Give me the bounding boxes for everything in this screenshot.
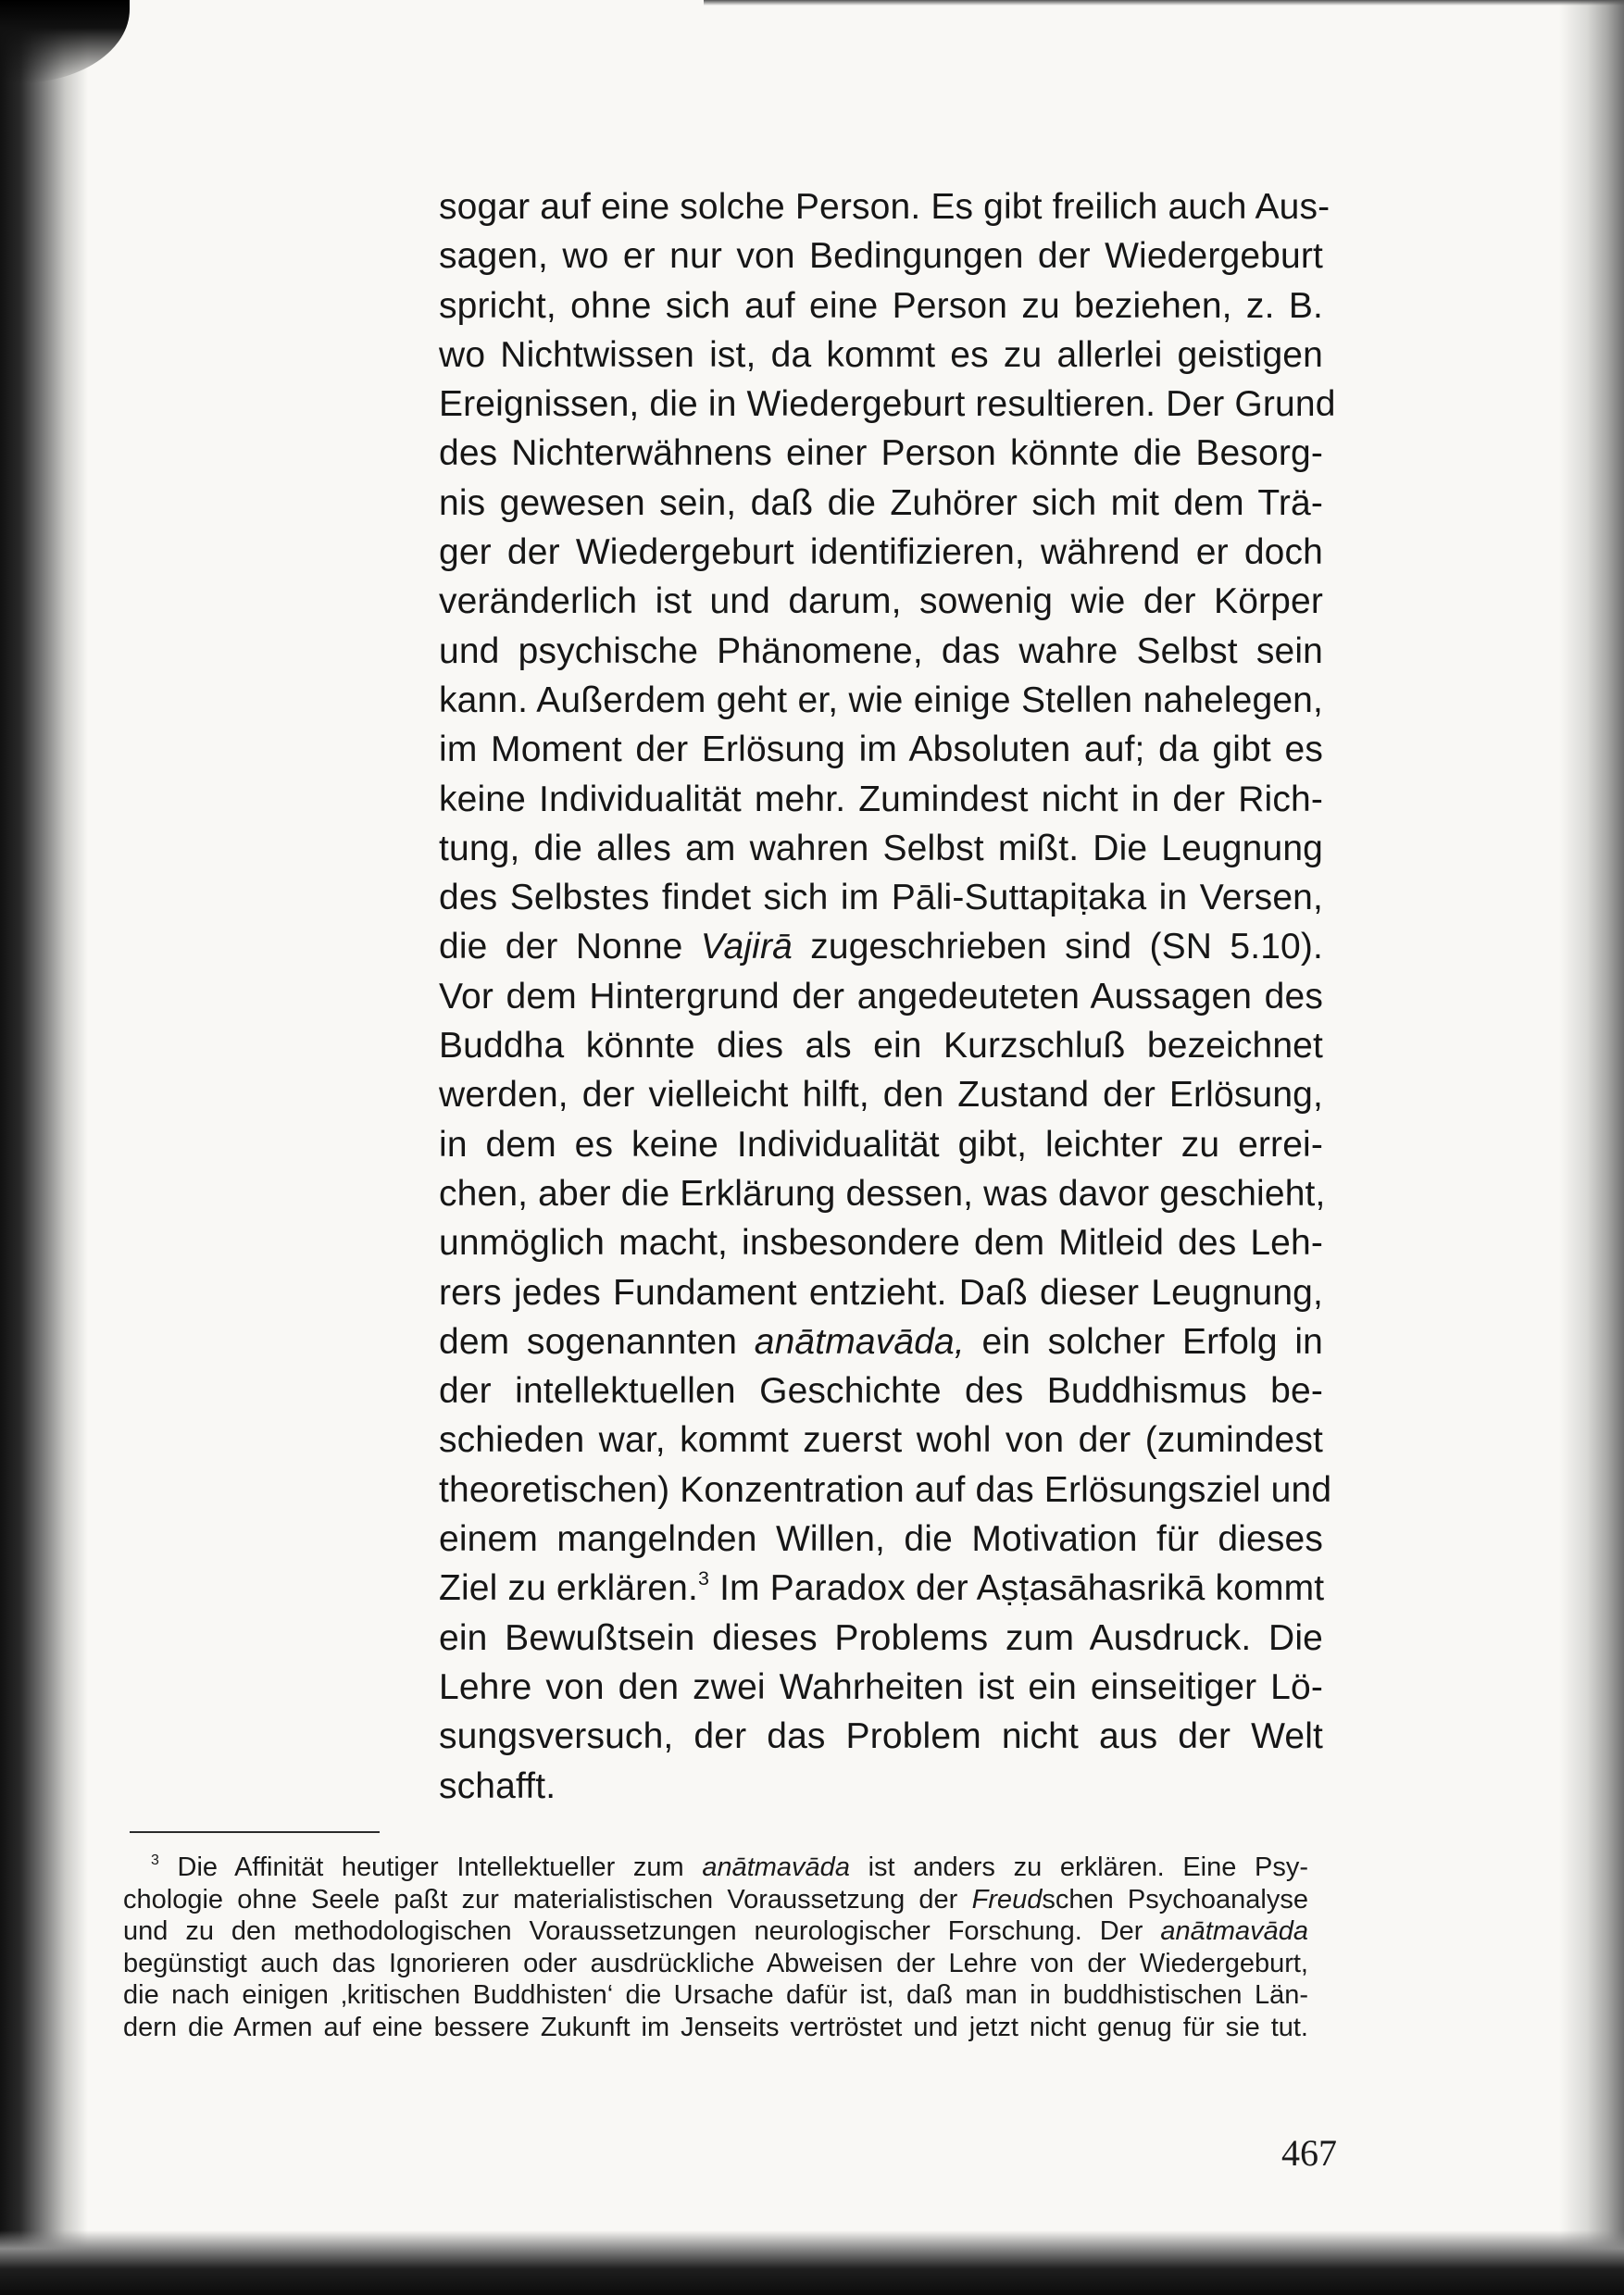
- text-line: unmöglich macht, insbesondere dem Mitleid des Leh-: [439, 1223, 1323, 1264]
- text-line: [439, 1564, 1323, 1613]
- footnote-line: [123, 1852, 1308, 1884]
- text-span: Im Paradox der Aṣṭasāhasrikā kommt: [709, 1568, 1325, 1609]
- text-line: einem mangelnden Willen, die Motivation für dieses: [439, 1519, 1323, 1560]
- text-line: schieden war, kommt zuerst wohl von der (zumindest: [439, 1420, 1323, 1461]
- text-line: [439, 922, 1323, 971]
- text-line: des Selbstes findet sich im Pāli-Suttapiṭaka in Versen,: [439, 878, 1323, 918]
- text-line: ein Bewußtsein dieses Problems zum Ausdruck. Die: [439, 1617, 1323, 1658]
- text-line: der intellektuellen Geschichte des Buddhismus be-: [439, 1371, 1323, 1412]
- italic-term: anātmavāda,: [754, 1321, 965, 1362]
- italic-term: Freud: [971, 1884, 1043, 1915]
- text-line: spricht, ohne sich auf eine Person zu beziehen, z. B.: [439, 285, 1323, 326]
- footnote-divider: [130, 1831, 380, 1833]
- footnote-line: dern die Armen auf eine bessere Zukunft im Jenseits vertröstet und jetzt nicht genug für sie tut.: [123, 2012, 1308, 2042]
- footnote-line: [123, 1884, 1308, 1916]
- text-line: werden, der vielleicht hilft, den Zustand der Erlösung,: [439, 1075, 1323, 1116]
- text-line: keine Individualität mehr. Zumindest nicht in der Rich-: [439, 779, 1323, 819]
- page-bottom-edge: [0, 2230, 1624, 2295]
- text-line: tung, die alles am wahren Selbst mißt. Die Leugnung: [439, 828, 1323, 868]
- main-text-block: [439, 182, 1336, 1811]
- text-line: chen, aber die Erklärung dessen, was davor geschieht,: [439, 1173, 1326, 1214]
- text-line: theoretischen) Konzentration auf das Erlösungsziel und: [439, 1469, 1332, 1510]
- footnote-line: die nach einigen ‚kritischen Buddhisten‘ die Ursache dafür ist, daß man in buddhistischen Län-: [123, 1980, 1308, 2011]
- text-span: Die Affinität heutiger Intellektueller zum: [158, 1852, 703, 1882]
- page-corner-shadow: [0, 0, 130, 83]
- text-line: im Moment der Erlösung im Absoluten auf; da gibt es: [439, 730, 1323, 770]
- text-span: ist anders zu erklären. Eine Psy-: [849, 1852, 1309, 1882]
- text-span: Ziel zu erklären.: [439, 1568, 698, 1609]
- footnote-block: [123, 1852, 1308, 2044]
- text-line: Vor dem Hintergrund der angedeuteten Aussagen des: [439, 976, 1323, 1017]
- text-line: Ereignissen, die in Wiedergeburt resultieren. Der Grund: [439, 384, 1336, 425]
- text-span: schen Psychoanalyse: [1042, 1884, 1308, 1915]
- text-line: veränderlich ist und darum, sowenig wie der Körper: [439, 581, 1323, 622]
- text-line: des Nichterwähnens einer Person könnte die Besorg-: [439, 433, 1323, 474]
- text-line: rers jedes Fundament entzieht. Daß dieser Leugnung,: [439, 1272, 1323, 1313]
- footnote-line: [123, 1915, 1308, 1948]
- text-line: kann. Außerdem geht er, wie einige Stellen nahelegen,: [439, 680, 1323, 720]
- footnote-line: begünstigt auch das Ignorieren oder ausdrückliche Abweisen der Lehre von der Wiedergeburt,: [123, 1948, 1308, 1978]
- text-line: schafft.: [439, 1765, 556, 1806]
- text-line: nis gewesen sein, daß die Zuhörer sich mit dem Trä-: [439, 482, 1323, 523]
- page-top-edge: [704, 0, 1624, 6]
- text-line: und psychische Phänomene, das wahre Selbst sein: [439, 630, 1323, 671]
- text-line: sagen, wo er nur von Bedingungen der Wiedergeburt: [439, 236, 1323, 277]
- text-line: in dem es keine Individualität gibt, leichter zu errei-: [439, 1124, 1323, 1165]
- text-line: sogar auf eine solche Person. Es gibt freilich auch Aus-: [439, 187, 1330, 227]
- text-line: wo Nichtwissen ist, da kommt es zu allerlei geistigen: [439, 334, 1323, 375]
- page-right-edge: [1559, 0, 1624, 2295]
- text-span: die der Nonne: [439, 927, 701, 967]
- text-span: zugeschrieben sind (SN 5.10).: [792, 927, 1324, 967]
- text-span: ein solcher Erfolg in: [964, 1321, 1323, 1362]
- text-span: chologie ohne Seele paßt zur materialistischen Voraussetzung der: [123, 1884, 972, 1915]
- footnote-reference[interactable]: 3: [698, 1567, 710, 1590]
- text-line: [439, 1317, 1323, 1366]
- text-line: ger der Wiedergeburt identifizieren, während er doch: [439, 532, 1323, 573]
- text-line: Lehre von den zwei Wahrheiten ist ein einseitiger Lö-: [439, 1666, 1323, 1707]
- page-number: 467: [1281, 2132, 1337, 2174]
- italic-term: anātmavāda: [1160, 1916, 1308, 1947]
- footnote-marker: 3: [151, 1852, 159, 1869]
- italic-term: anātmavāda: [702, 1852, 850, 1882]
- text-line: sungsversuch, der das Problem nicht aus der Welt: [439, 1716, 1323, 1757]
- italic-term: Vajirā: [700, 927, 793, 967]
- text-span: dem sogenannten: [439, 1321, 755, 1362]
- text-line: Buddha könnte dies als ein Kurzschluß bezeichnet: [439, 1026, 1323, 1066]
- page-gutter-shadow: [0, 0, 88, 2295]
- text-span: und zu den methodologischen Voraussetzungen neurologischer Forschung. Der: [123, 1916, 1161, 1947]
